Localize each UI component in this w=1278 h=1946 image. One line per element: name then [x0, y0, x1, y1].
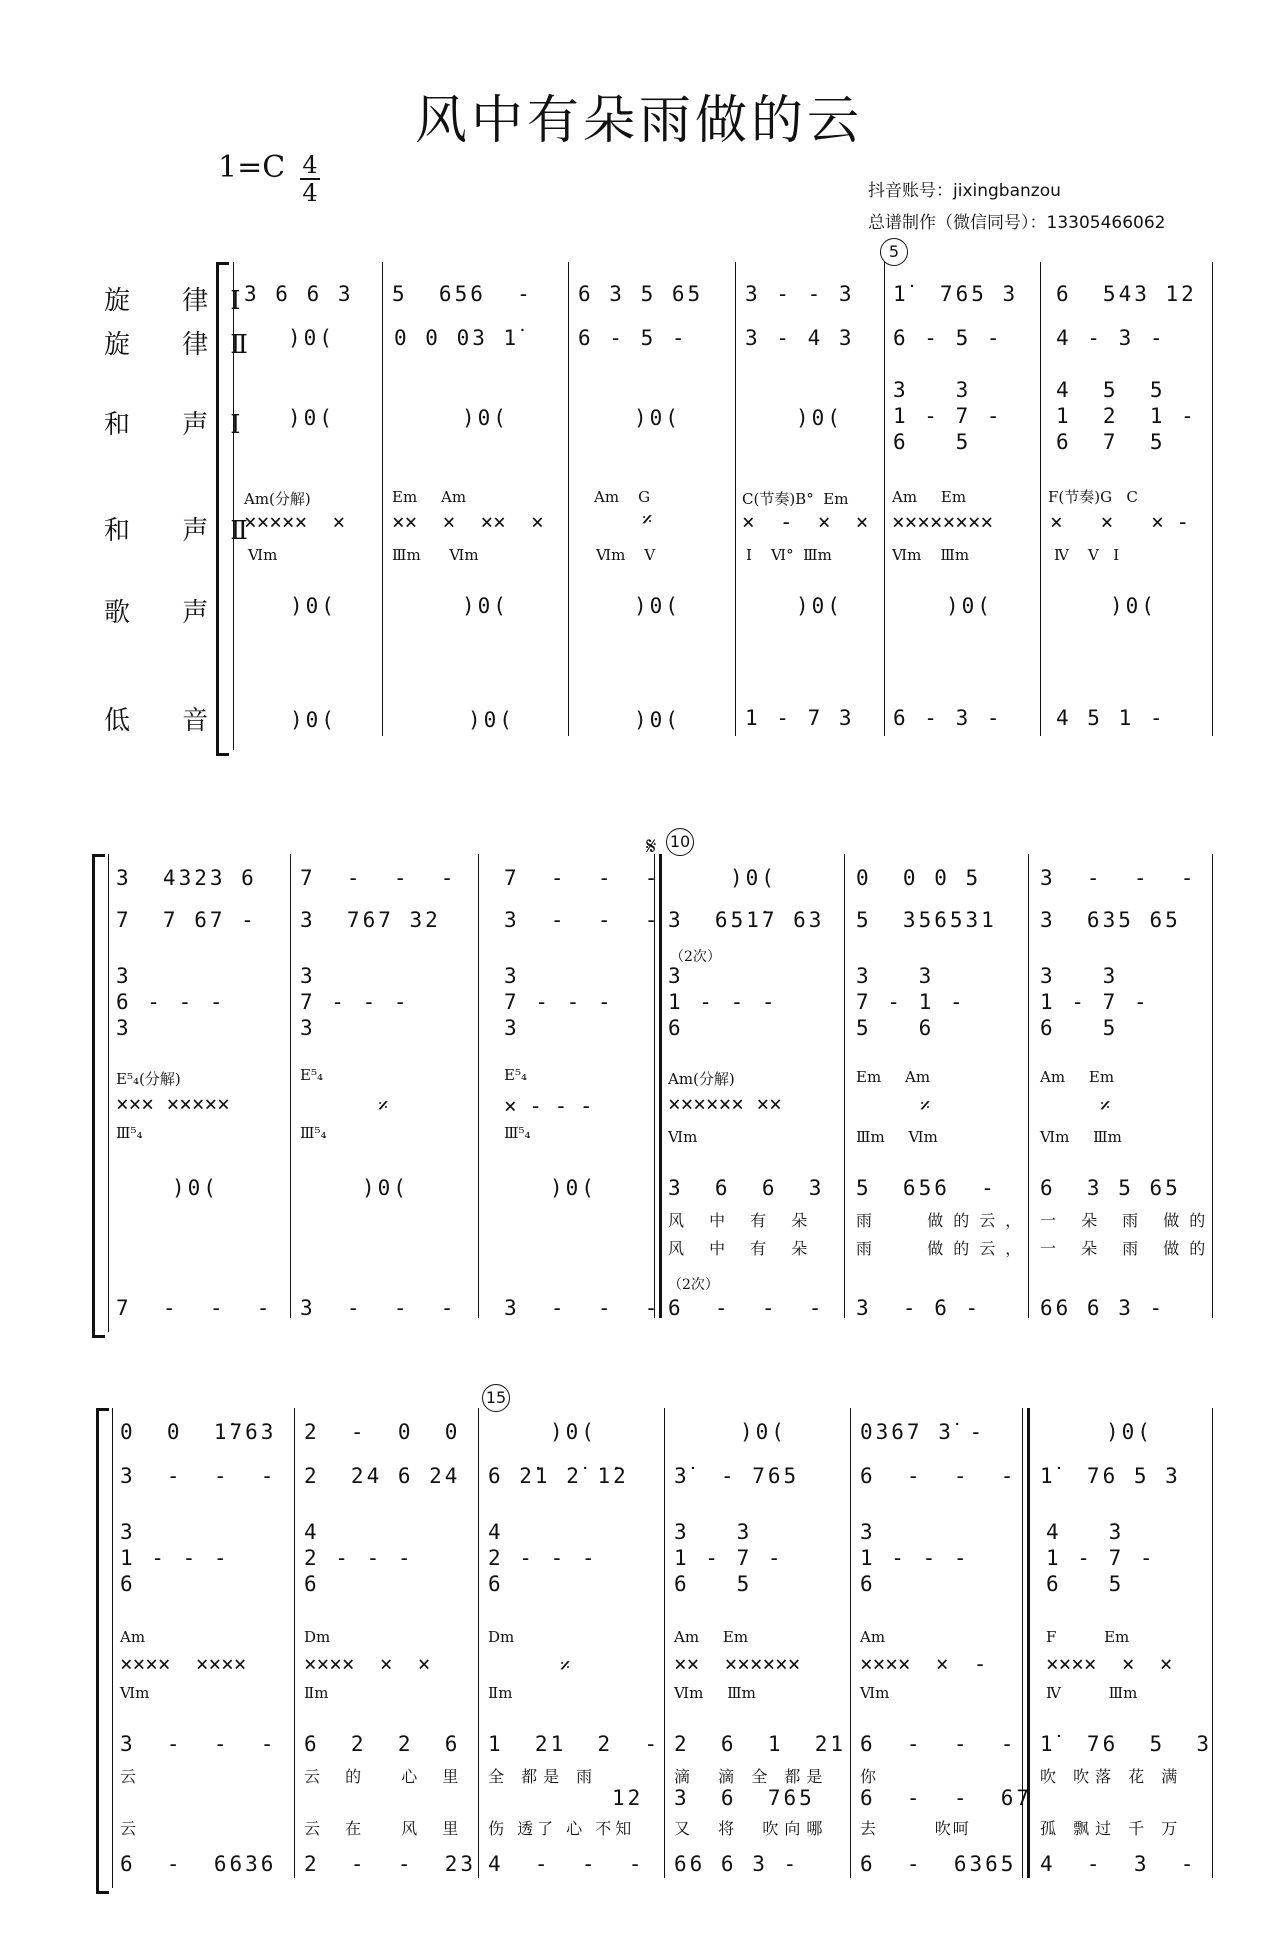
- note-cell: 7 7 67 -: [116, 908, 257, 932]
- rest-mark: )0(: [290, 594, 337, 618]
- note-cell: 7 - - -: [300, 866, 457, 890]
- chord-name: F(节奏)G C: [1048, 488, 1138, 506]
- chord-stack: 6 - - -: [116, 990, 226, 1014]
- chord-name: E⁵₄(分解): [116, 1070, 181, 1088]
- chord-stack: 6: [120, 1572, 136, 1596]
- roman-numeral: Ⅲm Ⅵm: [856, 1128, 938, 1146]
- barline: [850, 1408, 851, 1878]
- part-bass: 低 音: [104, 706, 231, 736]
- rhythm-pattern: ×××× × -: [860, 1652, 987, 1676]
- barline: [294, 1408, 295, 1878]
- chord-name: Dm: [304, 1628, 331, 1646]
- rhythm-pattern: × × × -: [1050, 510, 1190, 534]
- repeat-count: （2次）: [668, 1277, 719, 1293]
- lyric-line-2: 孤 飘过 千 万: [1040, 1819, 1184, 1838]
- repeat-count: （2次）: [670, 949, 721, 965]
- barline: [108, 854, 109, 1332]
- note-cell: 6 3 5 65: [578, 282, 704, 306]
- note-cell: 3 4323 6: [116, 866, 257, 890]
- chord-stack: 3: [300, 964, 316, 988]
- rest-mark: )0(: [172, 1176, 219, 1200]
- chord-stack: 7 - - -: [504, 990, 614, 1014]
- note-cell: 6 - 5 -: [893, 326, 1003, 350]
- chord-stack: 3: [300, 1016, 316, 1040]
- chord-stack: 7 - 1 -: [856, 990, 966, 1014]
- chord-stack: 6: [488, 1572, 504, 1596]
- lyric-line-2: 雨 做的云，: [856, 1239, 1032, 1258]
- rehearsal-mark-15: 15: [482, 1384, 510, 1412]
- rhythm-pattern: × - - -: [504, 1094, 593, 1118]
- system-3-brace: [96, 1408, 109, 1894]
- chord-name: Am Em: [892, 488, 967, 506]
- lyric-line-2: 又 将 吹向哪: [674, 1819, 829, 1838]
- rest-mark: )0(: [462, 594, 509, 618]
- rest-mark: )0(: [362, 1176, 409, 1200]
- part-harmony-2: 和 声Ⅱ: [104, 516, 270, 546]
- chord-stack: 6: [668, 1016, 684, 1040]
- time-numerator: 4: [302, 151, 318, 179]
- lyric-line-2: 风 中 有 朵: [668, 1239, 818, 1258]
- note-cell: 1 21 2 -: [488, 1732, 661, 1756]
- note-cell: 2 - - 23: [304, 1852, 477, 1876]
- rhythm-pattern: ×××× ××××: [120, 1652, 247, 1676]
- chord-stack: 3: [504, 1016, 520, 1040]
- note-cell: 2 - 0 0: [304, 1420, 461, 1444]
- roman-numeral: Ⅵm: [860, 1684, 890, 1702]
- lyric-line-1: 雨 做的云，: [856, 1211, 1032, 1230]
- roman-numeral: Ⅵm Ⅲm: [1040, 1128, 1122, 1146]
- roman-numeral: Ⅵm: [668, 1128, 698, 1146]
- rhythm-pattern: ××××× ×: [244, 510, 346, 534]
- lyric-line-2: 云 在 风 里: [304, 1819, 469, 1838]
- chord-stack: 1 - 7 -: [1046, 1546, 1156, 1570]
- note-cell: 5 356531: [856, 908, 997, 932]
- lyric-line-2: 伤 透了 心 不知: [488, 1819, 636, 1838]
- chord-stack: 5 6: [856, 1016, 935, 1040]
- chord-name: Am(分解): [244, 490, 311, 508]
- note-cell: 6 - 5 -: [578, 326, 688, 350]
- note-cell: 7 - - -: [116, 1296, 273, 1320]
- roman-numeral: Ⅵm: [120, 1684, 150, 1702]
- rest-mark: )0(: [730, 866, 777, 890]
- lyric-line-1: 一 朵 雨 做的: [1040, 1211, 1216, 1230]
- chord-stack: 3: [668, 964, 684, 988]
- barline: [1040, 262, 1041, 736]
- chord-stack: 3: [116, 1016, 132, 1040]
- chord-name: Am G: [594, 488, 651, 506]
- rest-mark: )0(: [288, 406, 335, 430]
- note-cell: 3 635 65: [1040, 908, 1181, 932]
- chord-name: Dm: [488, 1628, 515, 1646]
- note-cell: 3̇ - 765: [674, 1464, 800, 1488]
- note-cell: 1̇ 765 3: [893, 282, 1019, 306]
- note-cell: 3 - - -: [120, 1732, 277, 1756]
- chord-stack: 6 5: [674, 1572, 753, 1596]
- repeat-bar-sign: 𝄎: [560, 1654, 571, 1678]
- roman-numeral: Ⅵm Ⅲm: [892, 546, 970, 564]
- barline: [290, 854, 291, 1318]
- note-cell: 3 - 6 -: [856, 1296, 982, 1320]
- note-cell: 3 6 765: [674, 1786, 815, 1810]
- note-cell: 1 - 7 3: [745, 706, 855, 730]
- note-cell: 66 6 3 -: [674, 1852, 800, 1876]
- chord-stack: 4: [304, 1520, 320, 1544]
- roman-numeral: Ⅲ⁵₄: [300, 1124, 327, 1142]
- note-cell: 2 24 6 24: [304, 1464, 461, 1488]
- lyric-line-1: 云 的 心 里: [304, 1767, 469, 1786]
- chord-name: Em Am: [392, 488, 467, 506]
- repeat-bar-sign: 𝄎: [378, 1094, 389, 1118]
- note-cell: 6 - - -: [860, 1732, 1017, 1756]
- chord-stack: 1 - - -: [120, 1546, 230, 1570]
- rhythm-pattern: ××××××××: [892, 510, 994, 534]
- rest-mark: )0(: [462, 406, 509, 430]
- barline: [568, 262, 569, 736]
- rhythm-pattern: ×××× × ×: [304, 1652, 431, 1676]
- chord-stack: 6: [860, 1572, 876, 1596]
- barline: [478, 1408, 479, 1878]
- note-cell: 66 6 3 -: [1040, 1296, 1166, 1320]
- chord-stack: 6 5: [893, 430, 972, 454]
- time-denominator: 4: [302, 179, 318, 207]
- chord-stack: 3: [504, 964, 520, 988]
- chord-stack: 2 - - -: [304, 1546, 414, 1570]
- barline: [884, 262, 885, 736]
- rest-mark: )0(: [634, 594, 681, 618]
- lyric-line-1: 滴 滴 全 都是: [674, 1767, 829, 1786]
- roman-numeral: Ⅳ Ⅲm: [1046, 1684, 1138, 1702]
- lyric-line-1: 你: [860, 1767, 887, 1786]
- repeat-bar-sign: 𝄎: [1100, 1094, 1111, 1118]
- rhythm-pattern: ×××× × ×: [1046, 1652, 1173, 1676]
- chord-name: Em Am: [856, 1068, 931, 1086]
- note-cell: 0 0 03 1̇: [394, 326, 520, 350]
- note-cell: 3 6 6 3: [244, 282, 354, 306]
- key-signature: 1=C: [218, 150, 286, 185]
- roman-numeral: Ⅰ Ⅵ° Ⅲm: [746, 546, 832, 564]
- note-cell: 0 0 1̇763: [120, 1420, 277, 1444]
- rest-mark: )0(: [550, 1420, 597, 1444]
- rehearsal-mark-5: 5: [880, 238, 908, 266]
- chord-stack: 6 7 5: [1056, 430, 1166, 454]
- chord-name: Am(分解): [668, 1070, 735, 1088]
- roman-numeral: Ⅲ⁵₄: [504, 1124, 531, 1142]
- note-cell: 6 - 3 -: [893, 706, 1003, 730]
- barline: [478, 854, 479, 1318]
- note-cell: 6 - - -: [860, 1464, 1017, 1488]
- douyin-account: 抖音账号：jixingbanzou: [868, 181, 1061, 201]
- note-cell: 0367 3̇ -: [860, 1420, 986, 1444]
- note-cell: 4 - 3 -: [1040, 1852, 1197, 1876]
- chord-name: Am: [860, 1628, 886, 1646]
- rhythm-pattern: ×××××× ××: [668, 1092, 782, 1116]
- note-cell: 3 - - -: [1040, 866, 1197, 890]
- note-cell: 6 3 5 65: [1040, 1176, 1181, 1200]
- chord-stack: 3: [116, 964, 132, 988]
- chord-stack: 6 5: [1040, 1016, 1119, 1040]
- maker-contact: 总谱制作（微信同号）：13305466062: [868, 213, 1166, 233]
- note-cell: 4 - - -: [488, 1852, 645, 1876]
- chord-name: F Em: [1046, 1628, 1130, 1646]
- lyric-line-1: 全 都是 雨: [488, 1767, 599, 1786]
- roman-numeral: Ⅵm: [248, 546, 278, 564]
- roman-numeral: Ⅵm Ⅲm: [674, 1684, 756, 1702]
- rest-mark: )0(: [796, 406, 843, 430]
- barline: [112, 1408, 113, 1888]
- rest-mark: )0(: [634, 406, 681, 430]
- system-2-brace: [92, 854, 105, 1338]
- chord-stack: 6 5: [1046, 1572, 1125, 1596]
- rhythm-pattern: ×× × ×× ×: [392, 510, 544, 534]
- note-cell: 6 543 12: [1056, 282, 1197, 306]
- note-cell: 7 - - -: [504, 866, 661, 890]
- note-cell: 1̇ 76 5 3: [1040, 1464, 1181, 1488]
- note-cell: 3 - - -: [504, 908, 661, 932]
- chord-stack: 3: [860, 1520, 876, 1544]
- lyric-line-2: 一 朵 雨 做的: [1040, 1239, 1216, 1258]
- chord-stack: 1 - - -: [860, 1546, 970, 1570]
- lyric-line-2: 云: [120, 1819, 147, 1838]
- roman-numeral: Ⅳ Ⅴ Ⅰ: [1054, 546, 1120, 564]
- note-cell: 6 2̇1 2̇ 1̇2: [488, 1464, 629, 1488]
- chord-stack: 7 - - -: [300, 990, 410, 1014]
- chord-stack: 4 5 5: [1056, 378, 1166, 402]
- chord-name: Am Em: [674, 1628, 749, 1646]
- note-cell: 6 - - -: [668, 1296, 825, 1320]
- rest-mark: )0(: [796, 594, 843, 618]
- barline: [1212, 1408, 1213, 1878]
- roman-numeral: Ⅱm: [488, 1684, 513, 1702]
- chord-name: Am Em: [1040, 1068, 1115, 1086]
- note-cell: 6 - 6365: [860, 1852, 1017, 1876]
- roman-numeral: Ⅱm: [304, 1684, 329, 1702]
- note-cell: 6 - - 67: [860, 1786, 1033, 1810]
- rhythm-pattern: ××× ×××××: [116, 1092, 230, 1116]
- part-melody-2: 旋 律Ⅱ: [104, 330, 270, 360]
- part-voice: 歌 声: [104, 598, 231, 628]
- chord-stack: 4: [488, 1520, 504, 1544]
- note-cell: 5 656 -: [856, 1176, 997, 1200]
- note-cell: 3 - - -: [300, 1296, 457, 1320]
- part-harmony-1: 和 声Ⅰ: [104, 410, 263, 440]
- rest-mark: )0(: [288, 326, 335, 350]
- chord-stack: 4 3: [1046, 1520, 1125, 1544]
- part-melody-1: 旋 律Ⅰ: [104, 286, 263, 316]
- system-1-brace: [216, 262, 229, 756]
- chord-stack: 1 - 7 -: [893, 404, 1003, 428]
- barline: [1212, 262, 1213, 736]
- note-cell: 3 - 4 3: [745, 326, 855, 350]
- lyric-line-1: 吹 吹落 花 满: [1040, 1767, 1184, 1786]
- note-cell: 5 656 -: [392, 282, 533, 306]
- rest-mark: )0(: [634, 708, 681, 732]
- lyric-line-2: 去 吹呵: [860, 1819, 971, 1838]
- note-cell: 2 6 1 21: [674, 1732, 847, 1756]
- rest-mark: )0(: [1106, 1420, 1153, 1444]
- note-cell: 3 - - -: [120, 1464, 277, 1488]
- page-title: 风中有朵雨做的云: [414, 91, 863, 151]
- note-cell: 1̇ 76 5 3: [1040, 1732, 1213, 1756]
- note-cell: 4 5 1 -: [1056, 706, 1166, 730]
- barline: [382, 262, 383, 736]
- lyric-line-1: 风 中 有 朵: [668, 1211, 818, 1230]
- chord-stack: 6: [304, 1572, 320, 1596]
- time-signature: [300, 152, 320, 206]
- chord-stack: 2 - - -: [488, 1546, 598, 1570]
- chord-stack: 3 3: [856, 964, 935, 988]
- chord-stack: 1 2 1 -: [1056, 404, 1197, 428]
- lyric-line-1: 云: [120, 1767, 147, 1786]
- chord-stack: 3: [120, 1520, 136, 1544]
- chord-name: C(节奏)B° Em: [742, 490, 849, 508]
- chord-stack: 1 - 7 -: [1040, 990, 1150, 1014]
- roman-numeral: Ⅲm Ⅵm: [392, 546, 479, 564]
- note-cell: 3 651̇7 63: [668, 908, 825, 932]
- chord-stack: 3 3: [674, 1520, 753, 1544]
- note-cell: 4 - 3 -: [1056, 326, 1166, 350]
- repeat-bar-sign: 𝄎: [642, 508, 653, 532]
- note-cell: 3 - - 3: [745, 282, 855, 306]
- note-cell: 6 - 6636: [120, 1852, 277, 1876]
- rest-mark: )0(: [468, 708, 515, 732]
- rest-mark: )0(: [290, 708, 337, 732]
- rest-mark: )0(: [1110, 594, 1157, 618]
- rhythm-pattern: × - × ×: [742, 510, 869, 534]
- chord-stack: 1 - - -: [668, 990, 778, 1014]
- repeat-bar-sign: 𝄎: [920, 1094, 931, 1118]
- roman-numeral: Ⅵm Ⅴ: [596, 546, 656, 564]
- chord-name: Am: [120, 1628, 146, 1646]
- rhythm-pattern: ×× ××××××: [674, 1652, 801, 1676]
- barline: [233, 262, 234, 750]
- chord-stack: 1 - 7 -: [674, 1546, 784, 1570]
- rest-mark: )0(: [550, 1176, 597, 1200]
- note-cell: 3 6 6 3: [668, 1176, 825, 1200]
- rest-mark: )0(: [946, 594, 993, 618]
- chord-name: E⁵₄: [300, 1066, 323, 1084]
- barline: [735, 262, 736, 736]
- chord-stack: 3 3: [1040, 964, 1119, 988]
- rehearsal-mark-10: 10: [666, 828, 694, 856]
- note-cell: 6 2 2 6: [304, 1732, 461, 1756]
- note-cell: 0 0 0 5: [856, 866, 982, 890]
- note-cell: 3 767 32: [300, 908, 441, 932]
- barline: [664, 1408, 665, 1878]
- roman-numeral: Ⅲ⁵₄: [116, 1124, 143, 1142]
- barline: [844, 854, 845, 1318]
- rest-mark: )0(: [740, 1420, 787, 1444]
- note-cell: 12: [612, 1786, 644, 1810]
- chord-name: E⁵₄: [504, 1066, 527, 1084]
- chord-stack: 3 3: [893, 378, 972, 402]
- note-cell: 3 - - -: [504, 1296, 661, 1320]
- segno-icon: 𝄋: [646, 832, 657, 860]
